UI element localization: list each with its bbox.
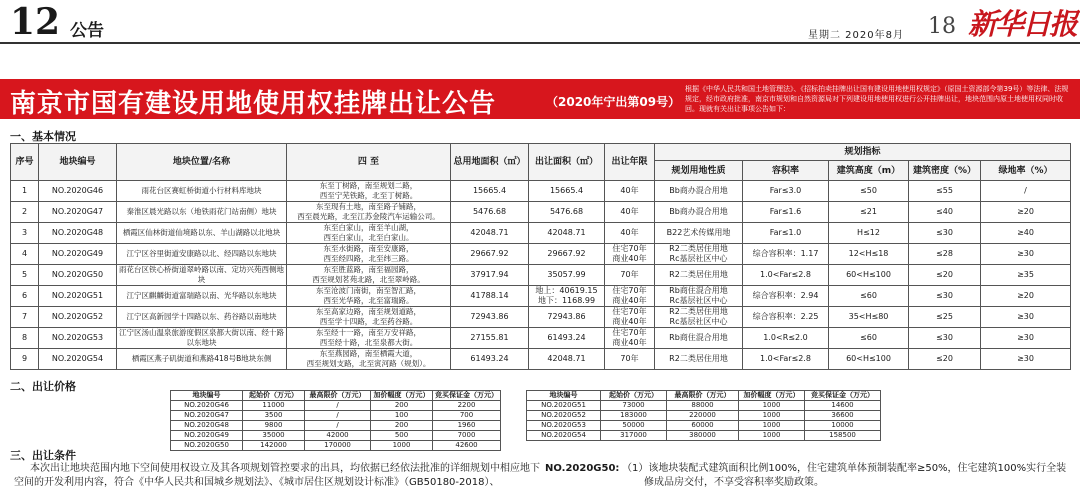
header-use: 规划用地性质 <box>655 161 743 181</box>
table-cell-no: 8 <box>11 328 39 349</box>
table-cell-bounds: 东至白家山，南至羊山湖， 西至白家山，北至白家山。 <box>287 223 451 244</box>
table-cell-use: B22艺术传媒用地 <box>655 223 743 244</box>
price-cell-deposit: 7000 <box>433 431 501 441</box>
price-cell-max: / <box>305 421 371 431</box>
table-cell-far: 综合容积率：1.17 <box>743 244 829 265</box>
price-cell-inc: 1000 <box>371 441 433 451</box>
price-header-start: 起始价（万元） <box>601 391 667 401</box>
table-cell-height: ≤21 <box>829 202 909 223</box>
announcement-title: 南京市国有建设用地使用权挂牌出让公告 <box>10 89 497 119</box>
table-cell-height: H≤12 <box>829 223 909 244</box>
table-row <box>11 307 1071 328</box>
announcement-number: （2020年宁出第09号） <box>546 95 681 109</box>
table-cell-term: 70年 <box>605 349 655 370</box>
table-cell-no: 3 <box>11 223 39 244</box>
table-cell-sale: 42048.71 <box>529 223 605 244</box>
price-row <box>527 411 881 421</box>
price-cell-max: 170000 <box>305 441 371 451</box>
price-cell-deposit: 42600 <box>433 441 501 451</box>
price-header-max: 最高限价（万元） <box>305 391 371 401</box>
table-cell-height: ≤50 <box>829 181 909 202</box>
table-row <box>11 265 1071 286</box>
price-cell-code: NO.2020G54 <box>527 431 601 441</box>
table-cell-total: 37917.94 <box>451 265 529 286</box>
table-cell-far: 综合容积率：2.94 <box>743 286 829 307</box>
table-cell-total: 61493.24 <box>451 349 529 370</box>
price-cell-deposit: 158500 <box>805 431 881 441</box>
table-cell-code: NO.2020G48 <box>39 223 117 244</box>
price-cell-max: 42000 <box>305 431 371 441</box>
table-cell-total: 15665.4 <box>451 181 529 202</box>
table-cell-loc: 江宁区高新园学十四路以东、药谷路以南地块 <box>117 307 287 328</box>
table-cell-far: 综合容积率：2.25 <box>743 307 829 328</box>
header-far: 容积率 <box>743 161 829 181</box>
date-line: 星期二 2020年8月 <box>808 30 904 41</box>
price-cell-start: 50000 <box>601 421 667 431</box>
table-row <box>11 286 1071 307</box>
price-cell-start: 9800 <box>243 421 305 431</box>
table-cell-loc: 江宁区麒麟街道富瑞路以南、光华路以东地块 <box>117 286 287 307</box>
table-cell-green: ≥40 <box>981 223 1071 244</box>
table-cell-loc: 雨花台区铁心桥街道翠岭路以南、定坊兴苑西侧地块 <box>117 265 287 286</box>
table-cell-density: ≤20 <box>909 265 981 286</box>
price-cell-start: 317000 <box>601 431 667 441</box>
price-cell-code: NO.2020G48 <box>171 421 243 431</box>
table-cell-code: NO.2020G50 <box>39 265 117 286</box>
table-cell-no: 1 <box>11 181 39 202</box>
table-cell-bounds: 东至丁树路，南至规划二路， 西至宁芜铁路，北至丁树路。 <box>287 181 451 202</box>
table-cell-no: 2 <box>11 202 39 223</box>
table-cell-density: ≤40 <box>909 202 981 223</box>
section-heading-basic: 一、基本情况 <box>10 130 76 143</box>
price-cell-start: 142000 <box>243 441 305 451</box>
table-cell-term: 40年 <box>605 181 655 202</box>
table-row <box>11 244 1071 265</box>
price-cell-start: 11000 <box>243 401 305 411</box>
section-heading-conditions: 三、出让条件 <box>10 449 76 462</box>
table-cell-green: ≥30 <box>981 244 1071 265</box>
page-number: 12 <box>10 1 61 43</box>
table-cell-no: 9 <box>11 349 39 370</box>
table-cell-bounds: 东至沧波门南街，南至智汇路， 西至光华路，北至富瑞路。 <box>287 286 451 307</box>
price-cell-start: 3500 <box>243 411 305 421</box>
table-row <box>11 223 1071 244</box>
table-cell-density: ≤30 <box>909 328 981 349</box>
table-cell-code: NO.2020G46 <box>39 181 117 202</box>
price-cell-code: NO.2020G49 <box>171 431 243 441</box>
table-cell-use: Rb商住混合用地 Rc基层社区中心 <box>655 286 743 307</box>
announcement-intro <box>683 83 1077 115</box>
table-cell-height: 60<H≤100 <box>829 349 909 370</box>
price-row <box>527 401 881 411</box>
price-table-right <box>526 390 881 441</box>
table-cell-term: 住宅70年 商业40年 <box>605 307 655 328</box>
price-cell-inc: 1000 <box>739 421 805 431</box>
table-cell-green: ≥20 <box>981 202 1071 223</box>
table-cell-density: ≤30 <box>909 286 981 307</box>
table-cell-bounds: 东至胜蓝路，南至福园路， 西至规划茗苑北路，北至翠岭路。 <box>287 265 451 286</box>
table-cell-green: / <box>981 181 1071 202</box>
price-cell-code: NO.2020G51 <box>527 401 601 411</box>
conditions-text-line-1: 本次出让地块范围内地下空间使用权设立及其各项规划管控要求的出具，均依据已经依法批准的详细规划中相应地下 <box>30 463 540 474</box>
table-cell-use: Bb商办混合用地 <box>655 202 743 223</box>
price-cell-inc: 100 <box>371 411 433 421</box>
table-cell-total: 29667.92 <box>451 244 529 265</box>
table-cell-sale: 5476.68 <box>529 202 605 223</box>
table-cell-height: 60<H≤100 <box>829 265 909 286</box>
price-cell-max: 88000 <box>667 401 739 411</box>
table-row <box>11 202 1071 223</box>
masthead <box>0 0 1080 44</box>
price-cell-inc: 1000 <box>739 431 805 441</box>
table-cell-use: R2二类居住用地 Rc基层社区中心 <box>655 244 743 265</box>
table-cell-sale: 15665.4 <box>529 181 605 202</box>
table-cell-loc: 雨花台区赛虹桥街道小行材料库地块 <box>117 181 287 202</box>
header-location: 地块位置/名称 <box>117 144 287 181</box>
table-cell-density: ≤28 <box>909 244 981 265</box>
header-planning: 规划指标 <box>655 144 1071 161</box>
price-header-deposit: 竞买保证金（万元） <box>433 391 501 401</box>
price-cell-deposit: 2200 <box>433 401 501 411</box>
table-cell-code: NO.2020G54 <box>39 349 117 370</box>
table-row <box>11 328 1071 349</box>
table-cell-code: NO.2020G51 <box>39 286 117 307</box>
table-cell-green: ≥35 <box>981 265 1071 286</box>
day-number: 18 <box>928 14 956 39</box>
header-term: 出让年限 <box>605 144 655 181</box>
page-section-name: 公告 <box>70 21 104 41</box>
table-cell-far: 1.0<Far≤2.8 <box>743 265 829 286</box>
table-cell-code: NO.2020G52 <box>39 307 117 328</box>
table-cell-bounds: 东至现有土地，南至路子铺路， 西至晨光路，北至江苏金陵汽车运输公司。 <box>287 202 451 223</box>
table-cell-sale: 地上：40619.15 地下：1168.99 <box>529 286 605 307</box>
price-cell-code: NO.2020G53 <box>527 421 601 431</box>
newspaper-logo: 新华日报 <box>968 7 1077 41</box>
header-green: 绿地率（%） <box>981 161 1071 181</box>
table-cell-bounds: 东至水街路，南至安康路， 西至经四路，北至纬三路。 <box>287 244 451 265</box>
price-row <box>171 431 501 441</box>
intro-text: 根据《中华人民共和国土地管理法》、《招标拍卖挂牌出让国有建设用地使用权规定》（原国土资源部令第39号）等法律、法规规定，经市政府批准，南京市规划和自然资源局对下列建设用地使用权进行公开挂牌出让，地块范围内原土地使用权同时收回。现就有关出让事项公告如下： <box>683 83 1077 115</box>
price-cell-code: NO.2020G52 <box>527 411 601 421</box>
table-cell-use: R2二类居住用地 <box>655 349 743 370</box>
table-cell-density: ≤20 <box>909 349 981 370</box>
table-cell-density: ≤55 <box>909 181 981 202</box>
price-header-inc: 加价幅度（万元） <box>371 391 433 401</box>
table-cell-no: 4 <box>11 244 39 265</box>
price-row <box>527 431 881 441</box>
price-cell-deposit: 700 <box>433 411 501 421</box>
price-header-deposit: 竞买保证金（万元） <box>805 391 881 401</box>
table-row <box>11 181 1071 202</box>
header-bounds: 四 至 <box>287 144 451 181</box>
table-cell-green: ≥30 <box>981 349 1071 370</box>
price-header-inc: 加价幅度（万元） <box>739 391 805 401</box>
conditions-parcel-note-1: （1）该地块装配式建筑面积比例100%，住宅建筑单体预制装配率≥50%，住宅建筑100%实行全装 <box>622 463 1067 474</box>
price-cell-deposit: 10000 <box>805 421 881 431</box>
table-cell-use: R2二类居住用地 Rc基层社区中心 <box>655 307 743 328</box>
table-cell-term: 40年 <box>605 223 655 244</box>
table-cell-density: ≤25 <box>909 307 981 328</box>
table-cell-bounds: 东至高家边路，南至规划道路， 西至学十四路，北至药谷路。 <box>287 307 451 328</box>
price-cell-inc: 1000 <box>739 411 805 421</box>
table-cell-term: 40年 <box>605 202 655 223</box>
table-cell-term: 住宅70年 商业40年 <box>605 286 655 307</box>
table-cell-green: ≥30 <box>981 328 1071 349</box>
price-cell-inc: 200 <box>371 401 433 411</box>
price-header-start: 起始价（万元） <box>243 391 305 401</box>
table-cell-loc: 秦淮区晨光路以东（地铁雨花门站南侧）地块 <box>117 202 287 223</box>
price-cell-code: NO.2020G50 <box>171 441 243 451</box>
table-cell-total: 42048.71 <box>451 223 529 244</box>
table-cell-sale: 42048.71 <box>529 349 605 370</box>
table-cell-sale: 61493.24 <box>529 328 605 349</box>
table-cell-total: 5476.68 <box>451 202 529 223</box>
table-cell-height: ≤60 <box>829 286 909 307</box>
price-cell-code: NO.2020G47 <box>171 411 243 421</box>
price-cell-deposit: 36600 <box>805 411 881 421</box>
table-cell-term: 住宅70年 商业40年 <box>605 244 655 265</box>
table-cell-far: Far≤3.0 <box>743 181 829 202</box>
table-cell-height: 12<H≤18 <box>829 244 909 265</box>
price-row <box>171 441 501 451</box>
table-cell-density: ≤30 <box>909 223 981 244</box>
table-cell-loc: 江宁区汤山温泉旅游度假区泉都大街以南、经十路以东地块 <box>117 328 287 349</box>
conditions-parcel-label: NO.2020G50: <box>545 463 620 474</box>
table-cell-sale: 29667.92 <box>529 244 605 265</box>
land-parcel-table <box>10 143 1071 370</box>
price-row <box>171 401 501 411</box>
table-cell-far: 1.0<R≤2.0 <box>743 328 829 349</box>
price-cell-inc: 500 <box>371 431 433 441</box>
conditions-text-line-2: 空间的开发利用内容，符合《中华人民共和国城乡规划法》、《城市居住区规划设计标准》（GB50180-2018）、 <box>14 477 500 488</box>
price-header-code: 地块编号 <box>171 391 243 401</box>
table-cell-no: 7 <box>11 307 39 328</box>
price-cell-max: 220000 <box>667 411 739 421</box>
header-density: 建筑密度（%） <box>909 161 981 181</box>
table-row <box>11 349 1071 370</box>
price-cell-deposit: 1960 <box>433 421 501 431</box>
table-cell-total: 41788.14 <box>451 286 529 307</box>
table-cell-code: NO.2020G53 <box>39 328 117 349</box>
conditions-parcel-note-2: 修成品房交付，不享受容积率奖励政策。 <box>644 477 824 488</box>
table-cell-green: ≥20 <box>981 286 1071 307</box>
price-cell-max: / <box>305 411 371 421</box>
price-header-max: 最高限价（万元） <box>667 391 739 401</box>
table-cell-no: 6 <box>11 286 39 307</box>
price-cell-max: / <box>305 401 371 411</box>
price-row <box>527 421 881 431</box>
price-cell-max: 380000 <box>667 431 739 441</box>
price-header-code: 地块编号 <box>527 391 601 401</box>
table-cell-total: 72943.86 <box>451 307 529 328</box>
price-cell-start: 35000 <box>243 431 305 441</box>
price-cell-code: NO.2020G46 <box>171 401 243 411</box>
table-cell-loc: 栖霞区仙林街道仙境路以东、羊山湖路以北地块 <box>117 223 287 244</box>
table-cell-no: 5 <box>11 265 39 286</box>
header-sale-area: 出让面积（㎡） <box>529 144 605 181</box>
table-cell-term: 住宅70年 商业40年 <box>605 328 655 349</box>
table-cell-loc: 江宁区谷里街道安康路以北、经四路以东地块 <box>117 244 287 265</box>
table-cell-sale: 72943.86 <box>529 307 605 328</box>
table-cell-use: R2二类居住用地 <box>655 265 743 286</box>
table-cell-far: Far≤1.0 <box>743 223 829 244</box>
table-cell-total: 27155.81 <box>451 328 529 349</box>
table-cell-code: NO.2020G47 <box>39 202 117 223</box>
table-cell-use: Rb商住混合用地 <box>655 328 743 349</box>
table-cell-bounds: 东至经十一路，南至万安祥路， 西至经十路，北至泉都大街。 <box>287 328 451 349</box>
header-total-area: 总用地面积（㎡） <box>451 144 529 181</box>
table-cell-code: NO.2020G49 <box>39 244 117 265</box>
price-table-left <box>170 390 501 451</box>
price-row <box>171 421 501 431</box>
price-row <box>171 411 501 421</box>
table-cell-sale: 35057.99 <box>529 265 605 286</box>
price-cell-deposit: 14600 <box>805 401 881 411</box>
table-cell-use: Bb商办混合用地 <box>655 181 743 202</box>
table-cell-loc: 栖霞区燕子矶街道和燕路418号B地块东侧 <box>117 349 287 370</box>
price-cell-inc: 1000 <box>739 401 805 411</box>
price-cell-inc: 200 <box>371 421 433 431</box>
price-cell-start: 183000 <box>601 411 667 421</box>
table-cell-term: 70年 <box>605 265 655 286</box>
table-cell-bounds: 东至燕园路，南至栖霞大道， 西至规划支路，北至寅河路（规划）。 <box>287 349 451 370</box>
price-cell-max: 60000 <box>667 421 739 431</box>
price-cell-start: 73000 <box>601 401 667 411</box>
section-heading-price: 二、出让价格 <box>10 380 76 393</box>
table-cell-far: 1.0<Far≤2.8 <box>743 349 829 370</box>
table-cell-height: ≤60 <box>829 328 909 349</box>
header-code: 地块编号 <box>39 144 117 181</box>
header-seq: 序号 <box>11 144 39 181</box>
table-cell-far: Far≤1.6 <box>743 202 829 223</box>
header-height: 建筑高度（m） <box>829 161 909 181</box>
table-cell-height: 35<H≤80 <box>829 307 909 328</box>
table-cell-green: ≥30 <box>981 307 1071 328</box>
